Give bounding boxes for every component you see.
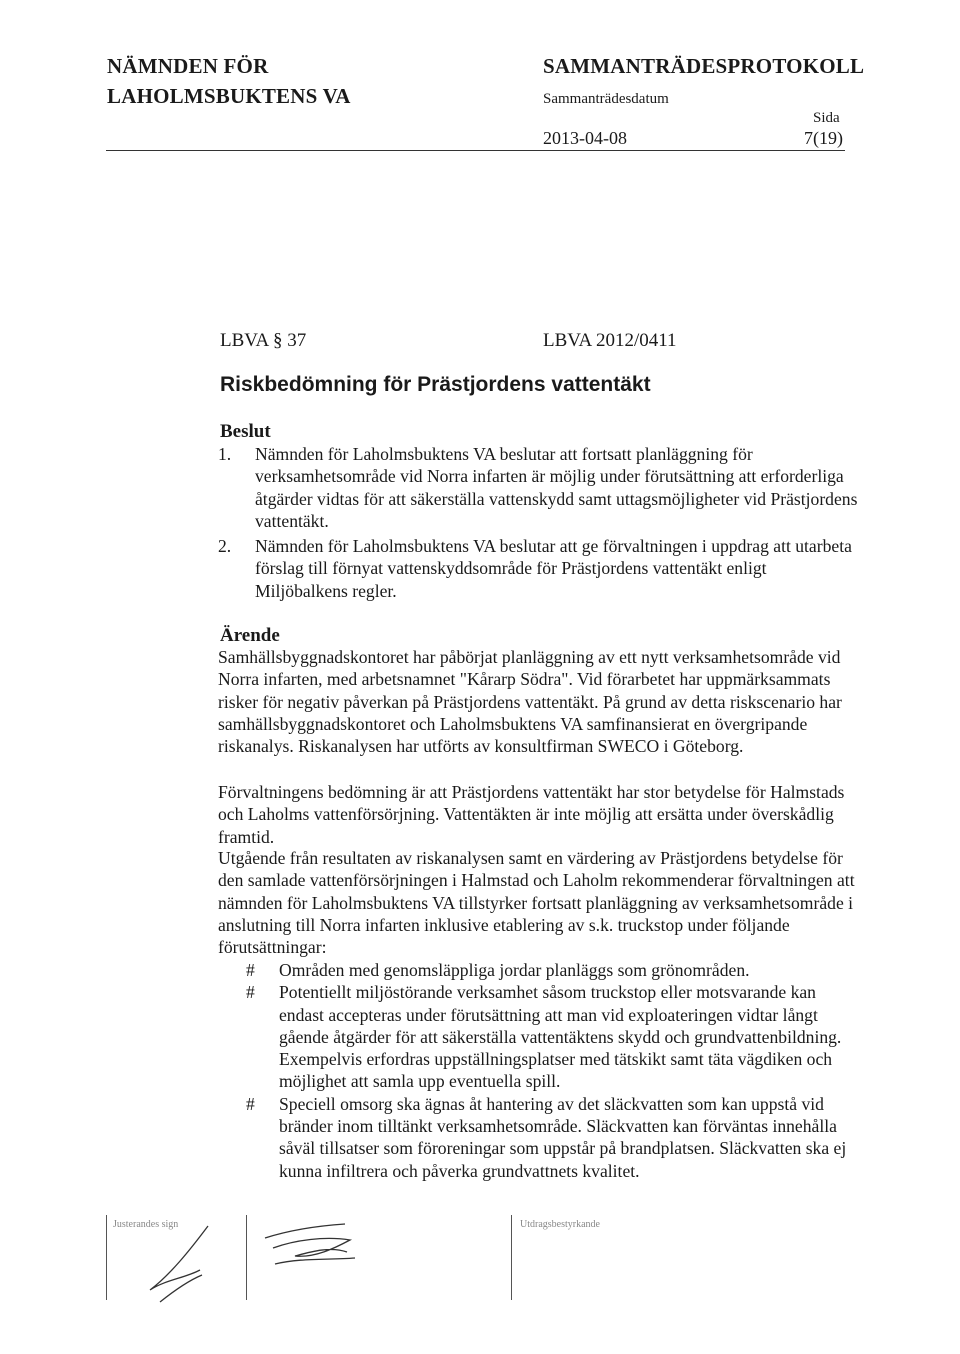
hash-marker: # xyxy=(246,982,255,1003)
page-label: Sida xyxy=(813,110,840,126)
beslut-heading: Beslut xyxy=(220,421,271,442)
org-name-line1: NÄMNDEN FÖR xyxy=(107,54,269,78)
condition-text: Speciell omsorg ska ägnas åt hantering av det släckvatten som kan uppstå vid bränder inom tilltänkt verksamhetsområde. Släckvatten kan förväntas innehålla såväl tillsatser som föroreningar som uppstår på brandplatsen. Släckvatten ska ej kunna infiltrera och påverka grundvattnets kvalitet. xyxy=(279,1093,847,1181)
org-name-line2: LAHOLMSBUKTENS VA xyxy=(107,84,351,108)
arende-paragraph: Förvaltningens bedömning är att Prästjordens vattentäkt har stor betydelse för Halmstads och Laholms vattenförsörjning. Vattentäkten är inte möjlig att ersätta under överskådlig framtid. xyxy=(218,782,845,847)
hash-marker: # xyxy=(246,1093,255,1114)
condition-item xyxy=(218,1093,858,1182)
beslut-item-text: Nämnden för Laholmsbuktens VA beslutar att fortsatt planläggning för verksamhetsområde vid Norra infarten är möjlig under förutsättning att erforderliga åtgärder vidtas för att säkerställa vattenskydd samt uttagsmöjligheter vid Prästjordens vattentäkt. xyxy=(255,444,858,531)
beslut-item xyxy=(218,535,858,602)
page-number: 7(19) xyxy=(804,128,843,148)
condition-text: Områden med genomsläppliga jordar planläggs som grönområden. xyxy=(279,960,750,980)
conditions-list xyxy=(218,959,858,1182)
beslut-item-number: 1. xyxy=(218,444,232,464)
handwritten-signature xyxy=(255,1218,365,1278)
header-rule xyxy=(106,150,845,151)
beslut-item xyxy=(218,443,858,532)
sign-label: Justerandes sign xyxy=(113,1219,179,1230)
condition-text: Potentiellt miljöstörande verksamhet såsom truckstop eller motsvarande kan endast accepteras under förutsättning att man vid exploateringen vidtar långt gående åtgärder för att säkerställa vattentäktens skydd och grundvattenbildning. Exempelvis erfordras uppställningsplatser med tätskikt samt täta vägdiken och möjlighet att samla upp eventuella spill. xyxy=(279,982,842,1092)
extract-box xyxy=(511,1215,812,1300)
condition-item xyxy=(218,959,858,981)
extract-label: Utdragsbestyrkande xyxy=(520,1219,600,1230)
case-number: LBVA 2012/0411 xyxy=(543,330,677,351)
hash-marker: # xyxy=(246,960,255,980)
arende-paragraph: Samhällsbyggnadskontoret har påbörjat planläggning av ett nytt verksamhetsområde vid Norra infarten, med arbetsnamnet "Kårarp Södra". Vid förarbetet har uppmärksammats risker för negativ påverkan på Prästjordens vattentäkt. På grund av detta riskscenario har samhällsbyggnadskontoret och Laholmsbuktens VA samfinansierat en övergripande riskanalys. Riskanalysen har utförts av konsultfirman SWECO i Göteborg. xyxy=(218,647,842,757)
handwritten-signature xyxy=(130,1220,230,1310)
date-label: Sammanträdesdatum xyxy=(543,91,669,107)
beslut-item-text: Nämnden för Laholmsbuktens VA beslutar att ge förvaltningen i uppdrag att utarbeta förslag till förnyat vattenskyddsområde för Prästjordens vattentäkt enligt Miljöbalkens regler. xyxy=(255,536,852,601)
document-type: SAMMANTRÄDESPROTOKOLL xyxy=(543,54,865,78)
page-title: Riskbedömning för Prästjordens vattentäkt xyxy=(220,373,651,396)
paragraph-ref: LBVA § 37 xyxy=(220,330,307,351)
meeting-date: 2013-04-08 xyxy=(543,128,627,148)
arende-heading: Ärende xyxy=(220,625,280,646)
condition-item xyxy=(218,981,858,1092)
beslut-item-number: 2. xyxy=(218,536,232,556)
arende-paragraph: Utgående från resultaten av riskanalysen samt en värdering av Prästjordens betydelse för den samlade vattenförsörjningen i Halmstad och Laholm rekommenderar förvaltningen att nämnden för Laholmsbuktens VA tillstyrker fortsatt planläggning av verksamhetsområde i anslutning till Norra infarten inklusive etablering av s.k. truckstop under följande förutsättningar: xyxy=(218,848,855,958)
